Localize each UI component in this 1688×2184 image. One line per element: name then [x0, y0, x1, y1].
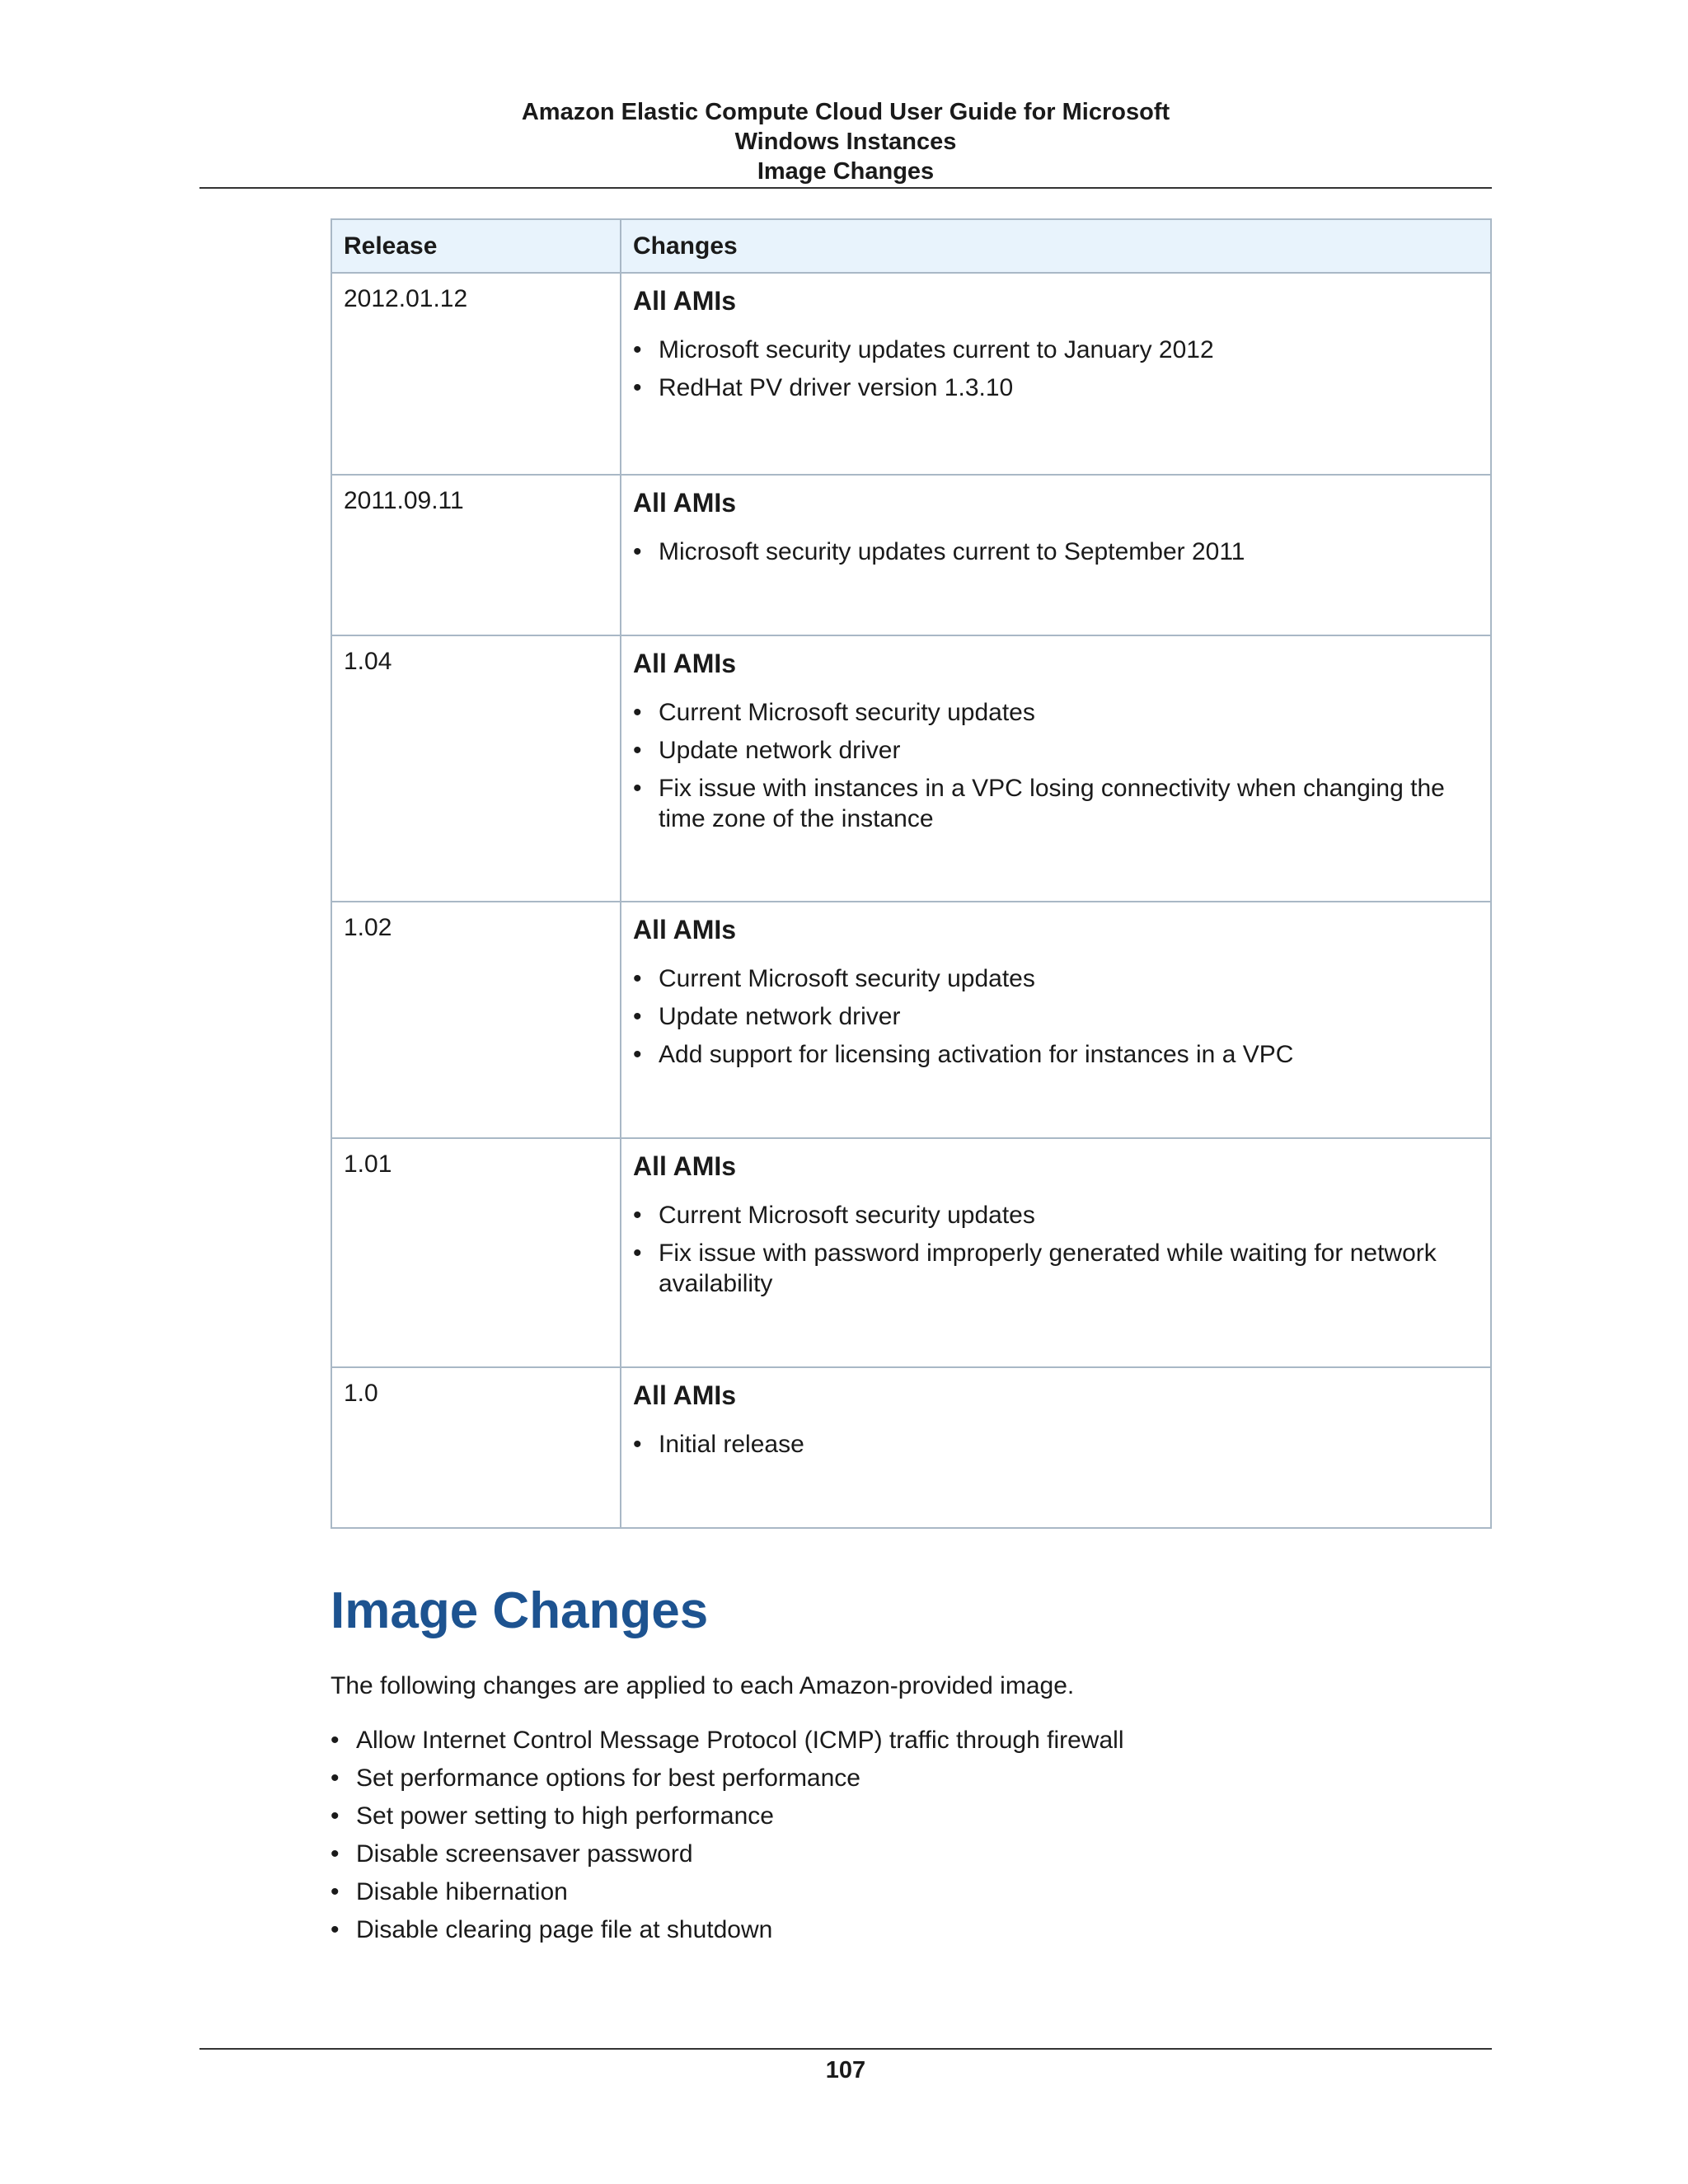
table-row — [331, 475, 1491, 635]
table-row — [331, 1138, 1491, 1367]
changes-list — [633, 1200, 1479, 1299]
list-item: • Current Microsoft security updates — [633, 1200, 1479, 1230]
header-divider — [199, 187, 1492, 189]
list-item: • Current Microsoft security updates — [633, 697, 1479, 728]
table-row — [331, 635, 1491, 902]
list-item: • RedHat PV driver version 1.3.10 — [633, 373, 1479, 403]
list-item: • Add support for licensing activation for instances in a VPC — [633, 1039, 1479, 1070]
release-cell: 2012.01.12 — [331, 273, 621, 475]
changes-subheading: All AMIs — [633, 915, 737, 944]
list-item: • Microsoft security updates current to September 2011 — [633, 537, 1479, 567]
column-header-release: Release — [331, 219, 621, 273]
table-row — [331, 902, 1491, 1138]
changes-cell — [621, 635, 1491, 902]
release-cell: 1.02 — [331, 902, 621, 1138]
changes-cell — [621, 1367, 1491, 1528]
header-line-section: Image Changes — [757, 158, 935, 185]
list-item: • Current Microsoft security updates — [633, 963, 1479, 994]
release-cell: 1.04 — [331, 635, 621, 902]
list-item: • Fix issue with instances in a VPC losing connectivity when changing the time zone of the instance — [633, 773, 1479, 834]
table-row — [331, 273, 1491, 475]
changes-cell — [621, 273, 1491, 475]
list-item: • Microsoft security updates current to January 2012 — [633, 335, 1479, 365]
section-intro: The following changes are applied to each Amazon-provided image. — [331, 1672, 1075, 1699]
list-item: • Set power setting to high performance — [331, 1801, 1492, 1831]
list-item: • Update network driver — [633, 735, 1479, 766]
release-cell: 2011.09.11 — [331, 475, 621, 635]
list-item: • Disable screensaver password — [331, 1839, 1492, 1869]
footer-divider — [199, 2048, 1492, 2050]
table-header-row — [331, 219, 1491, 273]
table-row — [331, 1367, 1491, 1528]
changes-cell — [621, 1138, 1491, 1367]
header-line-guide-title: Amazon Elastic Compute Cloud User Guide for Microsoft — [521, 99, 1170, 125]
changes-cell — [621, 475, 1491, 635]
changes-subheading: All AMIs — [633, 488, 737, 518]
section-title: Image Changes — [331, 1582, 709, 1639]
changes-list — [633, 537, 1479, 567]
column-header-changes: Changes — [621, 219, 1491, 273]
changes-cell — [621, 902, 1491, 1138]
changes-list — [633, 1429, 1479, 1460]
header-line-subtitle: Windows Instances — [734, 129, 957, 155]
release-history-table — [331, 218, 1492, 1529]
release-cell: 1.01 — [331, 1138, 621, 1367]
changes-list — [633, 963, 1479, 1070]
list-item: • Disable clearing page file at shutdown — [331, 1915, 1492, 1945]
image-changes-list — [331, 1725, 1492, 1952]
changes-subheading: All AMIs — [633, 649, 737, 678]
list-item: • Initial release — [633, 1429, 1479, 1460]
changes-subheading: All AMIs — [633, 1151, 737, 1181]
running-header — [199, 97, 1492, 186]
list-item: • Disable hibernation — [331, 1877, 1492, 1907]
changes-subheading: All AMIs — [633, 286, 737, 316]
changes-list — [633, 335, 1479, 403]
page-number: 107 — [825, 2057, 866, 2083]
list-item: • Fix issue with password improperly generated while waiting for network availability — [633, 1238, 1479, 1299]
list-item: • Allow Internet Control Message Protocol (ICMP) traffic through firewall — [331, 1725, 1492, 1755]
list-item: • Update network driver — [633, 1001, 1479, 1032]
changes-subheading: All AMIs — [633, 1380, 737, 1410]
release-cell: 1.0 — [331, 1367, 621, 1528]
list-item: • Set performance options for best performance — [331, 1763, 1492, 1793]
changes-list — [633, 697, 1479, 834]
